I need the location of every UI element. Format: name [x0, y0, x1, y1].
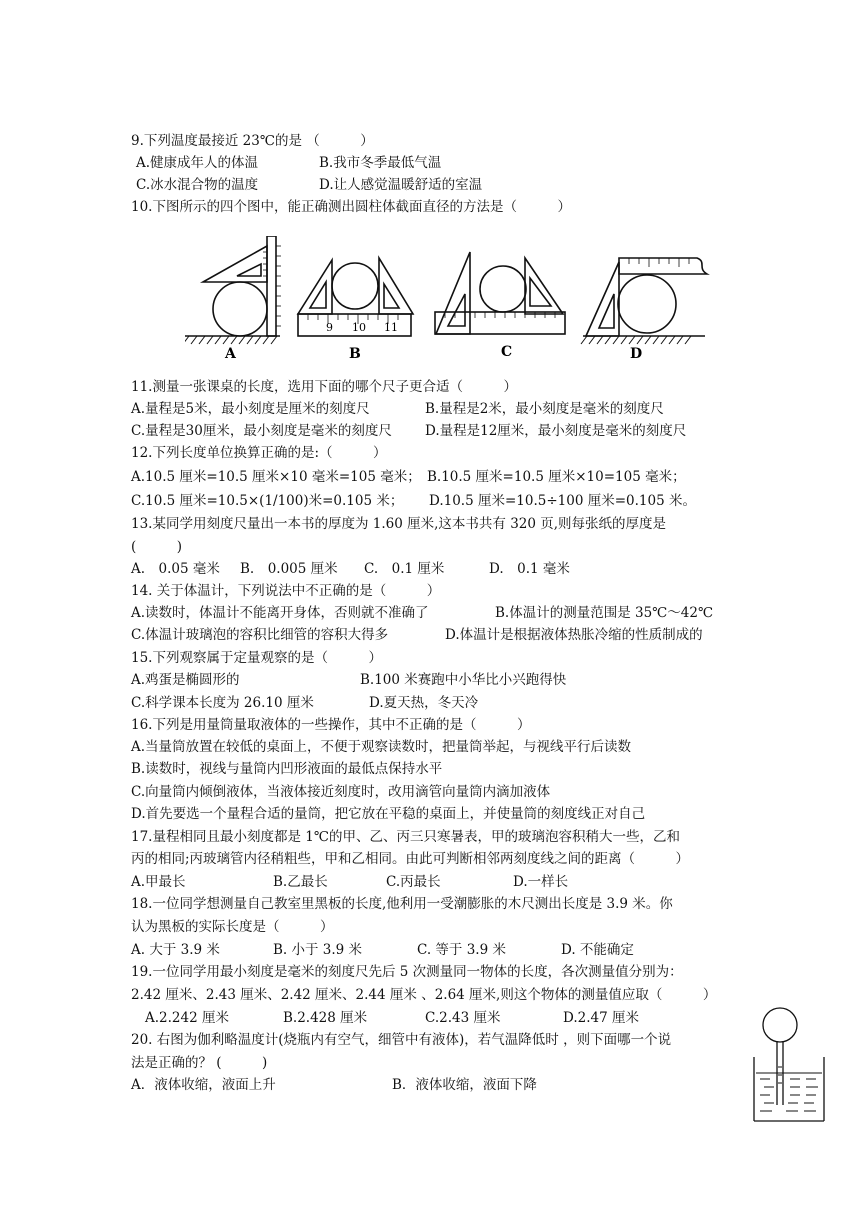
question-9-stem: 9.下列温度最接近 23℃的是 （ ） — [131, 133, 374, 149]
question-11-stem: 11.测量一张课桌的长度，选用下面的哪个尺子更合适（ ） — [131, 379, 517, 395]
question-16-option-a[interactable]: A.当量筒放置在较低的桌面上，不便于观察读数时，把量筒举起，与视线平行后读数 — [131, 739, 632, 755]
question-10-stem: 10.下图所示的四个图中，能正确测出圆柱体截面直径的方法是（ ） — [131, 199, 571, 215]
question-18-option-b[interactable]: B. 小于 3.9 米 — [273, 942, 363, 958]
question-15-stem: 15.下列观察属于定量观察的是（ ） — [131, 650, 382, 666]
question-19-option-a[interactable]: A.2.242 厘米 — [145, 1010, 229, 1026]
question-18-option-c[interactable]: C. 等于 3.9 米 — [417, 942, 506, 958]
question-13-option-d[interactable]: D. 0.1 毫米 — [489, 561, 570, 577]
question-15-option-d[interactable]: D.夏天热，冬天冷 — [369, 695, 479, 711]
figure-c-drawing — [435, 252, 565, 334]
question-18-stem-line-2: 认为黑板的实际长度是（ ） — [131, 919, 334, 935]
question-19-stem-line-1: 19.一位同学用最小刻度是毫米的刻度尺先后 5 次测量同一物体的长度，各次测量值分别为： — [131, 964, 683, 980]
question-12-option-d[interactable]: D.10.5 厘米=10.5÷100 厘米=0.105 米。 — [429, 493, 696, 509]
question-13-paren: ( ) — [131, 539, 183, 555]
question-19-stem-line-2: 2.42 厘米、2.43 厘米、2.42 厘米、2.44 厘米 、2.64 厘米,则这个物体的测量值应取（ ） — [131, 987, 717, 1003]
question-13-option-a[interactable]: A. 0.05 毫米 — [131, 561, 220, 577]
question-11-option-d[interactable]: D.量程是12厘米，最小刻度是毫米的刻度尺 — [425, 423, 687, 439]
question-12-option-a[interactable]: A.10.5 厘米=10.5 厘米×10 毫米=105 毫米； — [131, 469, 421, 485]
question-14-option-b[interactable]: B.体温计的测量范围是 35℃～42℃ — [495, 605, 714, 621]
question-19-option-b[interactable]: B.2.428 厘米 — [283, 1010, 368, 1026]
question-20-option-a[interactable]: A．液体收缩，液面上升 — [131, 1077, 276, 1093]
figure-label-b: B — [349, 346, 361, 362]
question-12-stem: 12.下列长度单位换算正确的是:（ ） — [131, 445, 387, 461]
question-15-option-b[interactable]: B.100 米赛跑中小华比小兴跑得快 — [360, 672, 567, 688]
question-20-stem-line-1: 20. 右图为伽利略温度计(烧瓶内有空气，细管中有液体)，若气温降低时 ，则下面哪一个说 — [131, 1032, 672, 1048]
question-14-option-d[interactable]: D.体温计是根据液体热胀冷缩的性质制成的 — [445, 627, 703, 643]
question-16-option-d[interactable]: D.首先要选一个量程合适的量筒，把它放在平稳的桌面上，并使量筒的刻度线正对自己 — [131, 806, 646, 822]
figure-label-c: C — [501, 344, 513, 360]
question-17-option-c[interactable]: C.丙最长 — [386, 874, 441, 890]
question-15-option-c[interactable]: C.科学课本长度为 26.10 厘米 — [131, 695, 314, 711]
figure-d-drawing — [581, 258, 707, 344]
figure-label-d: D — [630, 346, 643, 362]
question-18-stem-line-1: 18.一位同学想测量自己教室里黑板的长度,他利用一受潮膨胀的木尺测出长度是 3.9 米。你 — [131, 896, 673, 912]
question-17-option-a[interactable]: A.甲最长 — [131, 874, 186, 890]
question-20-stem-line-2: 法是正确的？ ( ) — [131, 1055, 268, 1071]
question-11-option-b[interactable]: B.量程是2米，最小刻度是毫米的刻度尺 — [425, 401, 664, 417]
question-13-option-c[interactable]: C. 0.1 厘米 — [364, 561, 445, 577]
question-17-option-d[interactable]: D.一样长 — [513, 874, 569, 890]
question-9-option-b[interactable]: B.我市冬季最低气温 — [319, 155, 442, 171]
figure-label-a: A — [225, 346, 236, 362]
question-11-option-a[interactable]: A.量程是5米，最小刻度是厘米的刻度尺 — [131, 401, 370, 417]
galileo-thermometer-figure — [748, 1005, 830, 1125]
question-17-stem-line-1: 17.量程相同且最小刻度都是 1℃的甲、乙、丙三只寒暑表，甲的玻璃泡容积稍大一些，乙和 — [131, 829, 680, 845]
question-20-option-b[interactable]: B．液体收缩，液面下降 — [392, 1077, 537, 1093]
question-14-option-c[interactable]: C.体温计玻璃泡的容积比细管的容积大得多 — [131, 627, 389, 643]
question-12-option-c[interactable]: C.10.5 厘米=10.5×(1/100)米=0.105 米； — [131, 493, 404, 509]
question-9-option-a[interactable]: A.健康成年人的体温 — [136, 155, 259, 171]
ruler-tick-11: 11 — [384, 321, 398, 334]
question-16-stem: 16.下列是用量筒量取液体的一些操作，其中不正确的是（ ） — [131, 717, 531, 733]
question-9-option-d[interactable]: D.让人感觉温暖舒适的室温 — [319, 177, 483, 193]
question-14-option-a[interactable]: A.读数时，体温计不能离开身体，否则就不准确了 — [131, 605, 429, 621]
question-18-option-a[interactable]: A. 大于 3.9 米 — [131, 942, 220, 958]
question-13-stem: 13.某同学用刻度尺量出一本书的厚度为 1.60 厘米,这本书共有 320 页,则每张纸的厚度是 — [131, 516, 667, 532]
question-12-option-b[interactable]: B.10.5 厘米=10.5 厘米×10=105 毫米； — [427, 469, 686, 485]
question-19-option-d[interactable]: D.2.47 厘米 — [563, 1010, 639, 1026]
question-11-option-c[interactable]: C.量程是30厘米，最小刻度是毫米的刻度尺 — [131, 423, 392, 439]
question-9-option-c[interactable]: C.冰水混合物的温度 — [136, 177, 259, 193]
question-17-option-b[interactable]: B.乙最长 — [273, 874, 328, 890]
question-18-option-d[interactable]: D. 不能确定 — [561, 942, 634, 958]
question-13-option-b[interactable]: B. 0.005 厘米 — [240, 561, 338, 577]
figure-a-drawing — [185, 236, 281, 344]
question-15-option-a[interactable]: A.鸡蛋是椭圆形的 — [131, 672, 240, 688]
question-17-stem-line-2: 丙的相同;丙玻璃管内径稍粗些，甲和乙相同。由此可判断相邻两刻度线之间的距离（ ） — [131, 851, 690, 867]
question-14-stem: 14. 关于体温计，下列说法中不正确的是（ ） — [131, 583, 441, 599]
ruler-tick-9: 9 — [326, 321, 333, 334]
question-16-option-b[interactable]: B.读数时，视线与量筒内凹形液面的最低点保持水平 — [131, 761, 443, 777]
diameter-measurement-figure — [185, 236, 715, 364]
question-16-option-c[interactable]: C.向量筒内倾倒液体，当液体接近刻度时，改用滴管向量筒内滴加液体 — [131, 784, 551, 800]
ruler-tick-10: 10 — [352, 321, 366, 334]
question-19-option-c[interactable]: C.2.43 厘米 — [425, 1010, 501, 1026]
